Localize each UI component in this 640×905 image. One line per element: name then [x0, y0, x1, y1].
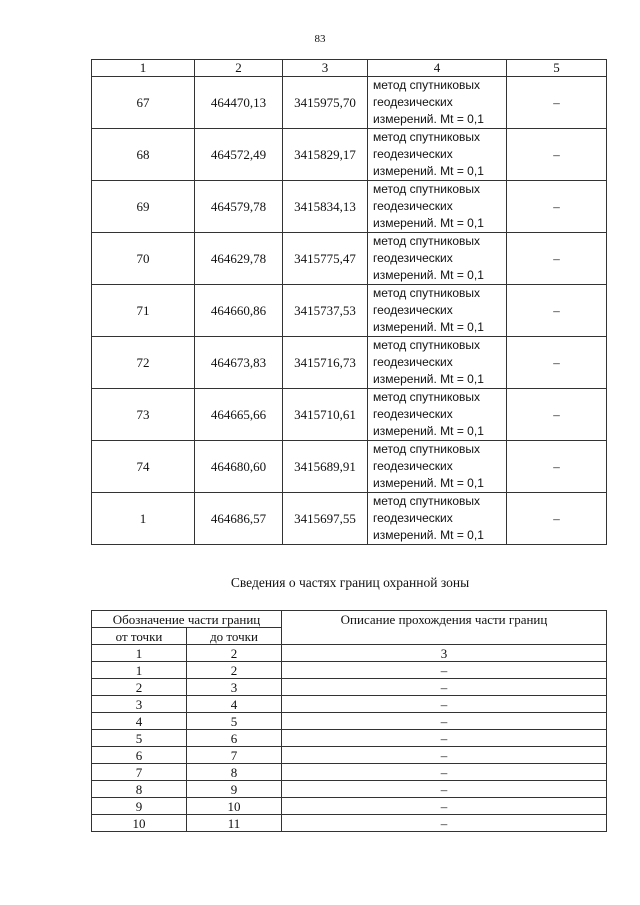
- method-line: метод спутниковых: [373, 338, 481, 352]
- note-cell: –: [507, 441, 607, 493]
- from-point-cell: 3: [92, 696, 187, 713]
- method-line: метод спутниковых: [373, 286, 481, 300]
- y-coordinate-cell: 3415716,73: [283, 337, 368, 389]
- header-cell: 3: [283, 60, 368, 77]
- y-coordinate-cell: 3415710,61: [283, 389, 368, 441]
- from-point-cell: 5: [92, 730, 187, 747]
- coordinates-header-row: [92, 60, 607, 77]
- point-number-cell: 73: [92, 389, 195, 441]
- to-point-cell: 9: [187, 781, 282, 798]
- header-cell: 2: [195, 60, 283, 77]
- method-line: измерений. Mt = 0,1: [373, 528, 484, 542]
- section-title: Сведения о частях границ охранной зоны: [230, 575, 470, 590]
- method-line: измерений. Mt = 0,1: [373, 216, 484, 230]
- method-line: геодезических: [373, 407, 453, 421]
- y-coordinate-cell: 3415689,91: [283, 441, 368, 493]
- to-point-cell: 6: [187, 730, 282, 747]
- point-number-cell: 69: [92, 181, 195, 233]
- point-number-cell: 1: [92, 493, 195, 545]
- method-line: метод спутниковых: [373, 78, 481, 92]
- y-coordinate-cell: 3415975,70: [283, 77, 368, 129]
- method-line: геодезических: [373, 251, 453, 265]
- index-cell: 2: [187, 645, 282, 662]
- point-number-cell: 68: [92, 129, 195, 181]
- method-cell: [368, 181, 507, 233]
- method-line: геодезических: [373, 355, 453, 369]
- note-cell: –: [507, 233, 607, 285]
- method-line: метод спутниковых: [373, 130, 481, 144]
- coordinates-row: [92, 181, 607, 233]
- from-point-cell: 8: [92, 781, 187, 798]
- coordinates-row: [92, 337, 607, 389]
- note-cell: –: [507, 77, 607, 129]
- boundary-part-row: [92, 781, 607, 798]
- method-line: геодезических: [373, 147, 453, 161]
- method-cell: [368, 493, 507, 545]
- from-point-cell: 9: [92, 798, 187, 815]
- x-coordinate-cell: 464660,86: [195, 285, 283, 337]
- note-cell: –: [507, 181, 607, 233]
- note-cell: –: [507, 285, 607, 337]
- y-coordinate-cell: 3415775,47: [283, 233, 368, 285]
- coordinates-row: [92, 441, 607, 493]
- method-cell: [368, 129, 507, 181]
- header-cell: 1: [92, 60, 195, 77]
- x-coordinate-cell: 464572,49: [195, 129, 283, 181]
- description-cell: –: [282, 696, 607, 713]
- method-line: метод спутниковых: [373, 442, 481, 456]
- method-line: измерений. Mt = 0,1: [373, 164, 484, 178]
- y-coordinate-cell: 3415834,13: [283, 181, 368, 233]
- coordinates-row: [92, 233, 607, 285]
- method-cell: [368, 389, 507, 441]
- to-point-cell: 2: [187, 662, 282, 679]
- from-point-cell: 10: [92, 815, 187, 832]
- point-number-cell: 67: [92, 77, 195, 129]
- coordinates-row: [92, 493, 607, 545]
- method-cell: [368, 285, 507, 337]
- header-cell: 5: [507, 60, 607, 77]
- method-cell: [368, 441, 507, 493]
- header-from-cell: от точки: [92, 628, 187, 645]
- method-line: метод спутниковых: [373, 494, 481, 508]
- method-line: геодезических: [373, 95, 453, 109]
- method-line: геодезических: [373, 303, 453, 317]
- to-point-cell: 11: [187, 815, 282, 832]
- method-line: измерений. Mt = 0,1: [373, 320, 484, 334]
- index-cell: 3: [282, 645, 607, 662]
- header-group-cell: Обозначение части границ: [92, 611, 282, 628]
- from-point-cell: 6: [92, 747, 187, 764]
- coordinates-row: [92, 129, 607, 181]
- method-line: метод спутниковых: [373, 234, 481, 248]
- boundary-part-row: [92, 764, 607, 781]
- point-number-cell: 72: [92, 337, 195, 389]
- boundary-parts-table: [91, 610, 607, 832]
- to-point-cell: 5: [187, 713, 282, 730]
- method-line: геодезических: [373, 459, 453, 473]
- point-number-cell: 74: [92, 441, 195, 493]
- method-line: геодезических: [373, 199, 453, 213]
- to-point-cell: 7: [187, 747, 282, 764]
- boundary-part-row: [92, 713, 607, 730]
- x-coordinate-cell: 464665,66: [195, 389, 283, 441]
- note-cell: –: [507, 389, 607, 441]
- header-to-cell: до точки: [187, 628, 282, 645]
- note-cell: –: [507, 129, 607, 181]
- method-line: измерений. Mt = 0,1: [373, 476, 484, 490]
- description-cell: –: [282, 747, 607, 764]
- x-coordinate-cell: 464470,13: [195, 77, 283, 129]
- x-coordinate-cell: 464686,57: [195, 493, 283, 545]
- boundary-part-row: [92, 696, 607, 713]
- coordinates-row: [92, 77, 607, 129]
- description-cell: –: [282, 730, 607, 747]
- page-number: 83: [314, 33, 326, 45]
- header-cell: 4: [368, 60, 507, 77]
- description-cell: –: [282, 662, 607, 679]
- to-point-cell: 8: [187, 764, 282, 781]
- method-line: измерений. Mt = 0,1: [373, 268, 484, 282]
- boundary-part-row: [92, 798, 607, 815]
- coordinates-row: [92, 285, 607, 337]
- from-point-cell: 7: [92, 764, 187, 781]
- parts-index-row: [92, 645, 607, 662]
- description-cell: –: [282, 798, 607, 815]
- boundary-part-row: [92, 747, 607, 764]
- method-cell: [368, 233, 507, 285]
- method-line: геодезических: [373, 511, 453, 525]
- y-coordinate-cell: 3415697,55: [283, 493, 368, 545]
- to-point-cell: 10: [187, 798, 282, 815]
- description-cell: –: [282, 713, 607, 730]
- to-point-cell: 4: [187, 696, 282, 713]
- point-number-cell: 71: [92, 285, 195, 337]
- boundary-part-row: [92, 730, 607, 747]
- boundary-part-row: [92, 679, 607, 696]
- from-point-cell: 2: [92, 679, 187, 696]
- method-cell: [368, 77, 507, 129]
- boundary-part-row: [92, 662, 607, 679]
- method-line: метод спутниковых: [373, 390, 481, 404]
- note-cell: –: [507, 493, 607, 545]
- method-line: метод спутниковых: [373, 182, 481, 196]
- method-cell: [368, 337, 507, 389]
- note-cell: –: [507, 337, 607, 389]
- method-line: измерений. Mt = 0,1: [373, 112, 484, 126]
- x-coordinate-cell: 464579,78: [195, 181, 283, 233]
- x-coordinate-cell: 464680,60: [195, 441, 283, 493]
- description-cell: –: [282, 815, 607, 832]
- method-line: измерений. Mt = 0,1: [373, 424, 484, 438]
- header-desc-cell: Описание прохождения части границ: [282, 611, 607, 645]
- x-coordinate-cell: 464673,83: [195, 337, 283, 389]
- coordinates-row: [92, 389, 607, 441]
- from-point-cell: 1: [92, 662, 187, 679]
- point-number-cell: 70: [92, 233, 195, 285]
- parts-header-row: [92, 611, 607, 628]
- y-coordinate-cell: 3415829,17: [283, 129, 368, 181]
- to-point-cell: 3: [187, 679, 282, 696]
- description-cell: –: [282, 781, 607, 798]
- coordinates-table: [91, 59, 607, 545]
- from-point-cell: 4: [92, 713, 187, 730]
- method-line: измерений. Mt = 0,1: [373, 372, 484, 386]
- y-coordinate-cell: 3415737,53: [283, 285, 368, 337]
- description-cell: –: [282, 679, 607, 696]
- boundary-part-row: [92, 815, 607, 832]
- description-cell: –: [282, 764, 607, 781]
- x-coordinate-cell: 464629,78: [195, 233, 283, 285]
- index-cell: 1: [92, 645, 187, 662]
